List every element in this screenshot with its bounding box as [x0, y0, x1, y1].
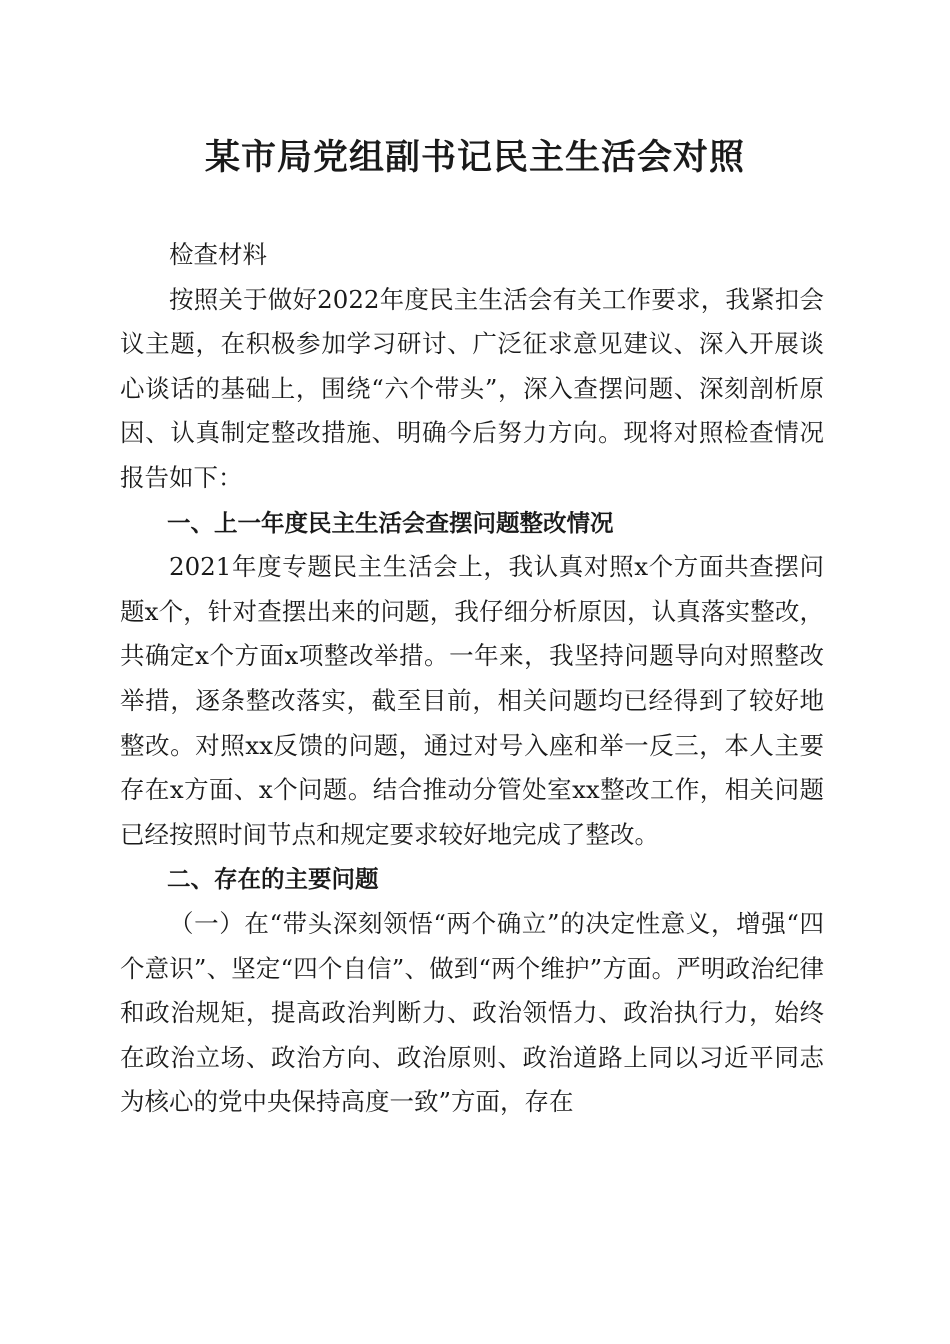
intro-paragraph: 按照关于做好2022年度民主生活会有关工作要求，我紧扣会议主题，在积极参加学习研讨、广泛征求意见建议、深入开展谈心谈话的基础上，围绕“六个带头”，深入查摆问题、深刻剖析原因、认真制定整改措施、明确今后努力方向。现将对照检查情况报告如下：: [120, 284, 824, 492]
section-1-heading: 一、上一年度民主生活会查摆问题整改情况: [167, 508, 614, 537]
section-2-item-1-paragraph: （一）在“带头深刻领悟“两个确立”的决定性意义，增强“四个意识”、坚定“四个自信”、做到“两个维护”方面。严明政治纪律和政治规矩，提高政治判断力、政治领悟力、政治执行力，始终在政治立场、政治方向、政治原则、政治道路上同以习近平同志为核心的党中央保持高度一致”方面，存在: [120, 908, 824, 1117]
document-subtitle: 检查材料: [169, 240, 267, 269]
section-2-heading: 二、存在的主要问题: [167, 865, 379, 894]
document-body: [120, 233, 824, 1125]
section-1-paragraph: 2021年度专题民主生活会上，我认真对照x个方面共查摆问题x个，针对查摆出来的问题，我仔细分析原因，认真落实整改，共确定x个方面x项整改举措。一年来，我坚持问题导向对照整改举措，逐条整改落实，截至目前，相关问题均已经得到了较好地整改。对照xx反馈的问题，通过对号入座和举一反三，本人主要存在x方面、x个问题。结合推动分管处室xx整改工作，相关问题已经按照时间节点和规定要求较好地完成了整改。: [120, 552, 824, 849]
document-title: 某市局党组副书记民主生活会对照: [204, 137, 745, 178]
